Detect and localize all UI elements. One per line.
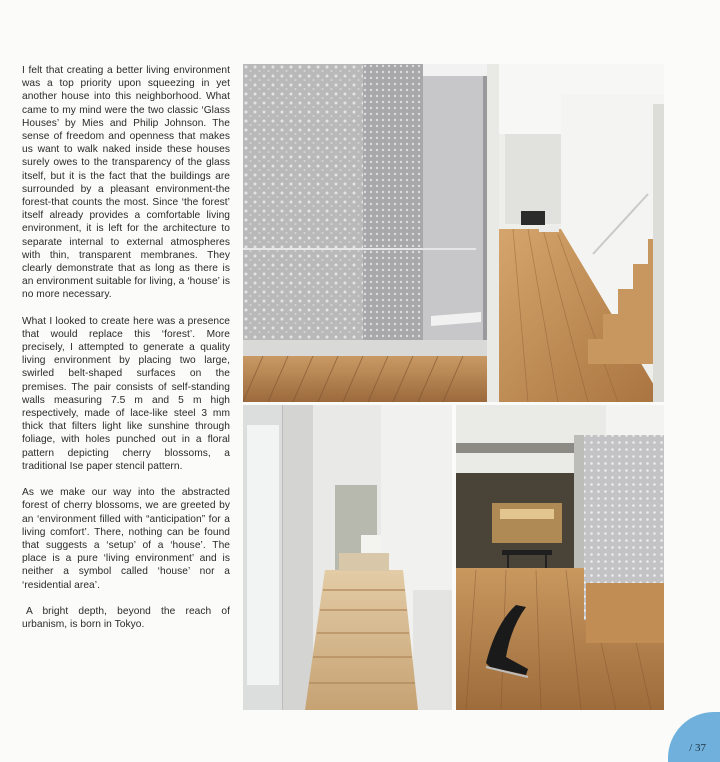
paragraph: As we make our way into the abstracted forest of cherry blossoms, we are greeted by an ‘environment filled with “anticipation” for a living comfort’. There, nothing can be found that suggests a ‘setup’ of a ‘house’. The place is a pure ‘living environment’ and is neither a symbol called ‘house’ nor a ‘residential area’. (22, 487, 230, 591)
photo-courtyard (243, 64, 664, 402)
paragraph: What I looked to create here was a presence that would replace this ‘forest’. More precisely, I attempted to generate a quality living environment by placing two large, swirled belt-shaped surfaces on the premises. The pair consists of self-standing walls measuring 7.5 m and 5 m high respectively, made of lace-like steel 3 mm thick that filters light like sunshine through foliage, with holes punched out in a floral pattern depicting cherry blossoms, a traditional Ise paper stencil pattern. (22, 315, 230, 472)
page-number: / 37 (689, 742, 706, 754)
photo-living (456, 405, 664, 710)
paragraph: I felt that creating a better living environment was a top priority upon squeezing in yet another house into this neighborhood. What came to my mind were the two classic ‘Glass Houses’ by Mies and Philip Johnson. The sense of freedom and openness that makes us want to walk naked inside these houses surely owes to the transparency of the glass itself, but it is the fact that the buildings are surrounded by a pleasant environment-the forest-that counts the most. Since ‘the forest’ itself already provides a comfortable living environment, it is left for the architecture to separate internal to external atmospheres with thin, transparent membranes. They clearly demonstrate that as long as there is an environment suitable for living, a ‘house’ is no more necessary. (22, 65, 230, 301)
page-corner-tab (668, 712, 720, 762)
photo-stair (243, 405, 452, 710)
paragraph: A bright depth, beyond the reach of urbanism, is born in Tokyo. (22, 605, 230, 630)
article-text (22, 64, 230, 644)
